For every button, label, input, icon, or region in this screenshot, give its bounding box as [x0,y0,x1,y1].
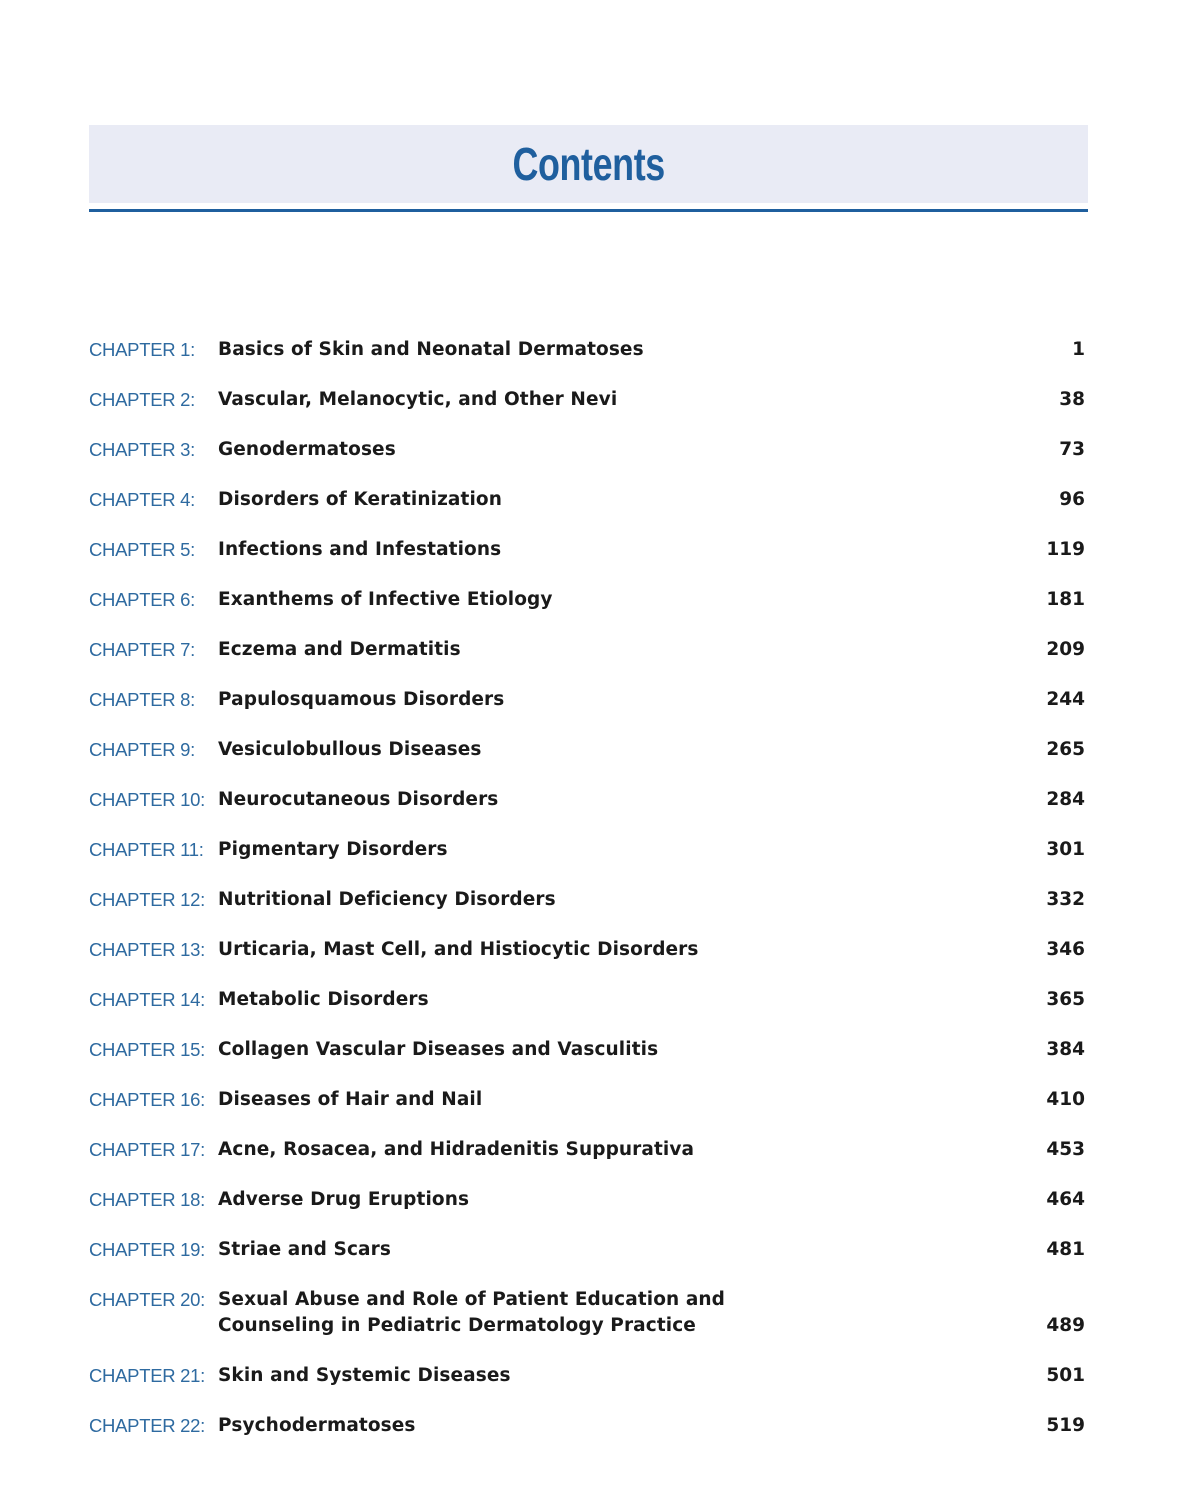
page-number: 464 [1046,1189,1085,1210]
chapter-title[interactable]: Papulosquamous Disorders [218,689,505,710]
chapter-number: CHAPTER 12: [89,889,205,910]
chapter-number: CHAPTER 19: [89,1239,205,1260]
page-number: 181 [1046,589,1085,610]
page-number: 119 [1046,539,1085,560]
chapter-title[interactable]: Psychodermatoses [218,1415,416,1436]
chapter-title[interactable]: Exanthems of Infective Etiology [218,589,553,610]
chapter-number: CHAPTER 6: [89,589,195,610]
chapter-title[interactable]: Striae and Scars [218,1239,391,1260]
chapter-title[interactable]: Disorders of Keratinization [218,489,502,510]
toc-entry[interactable] [89,387,1088,413]
chapter-title[interactable]: Neurocutaneous Disorders [218,789,499,810]
toc-entry[interactable] [89,637,1088,663]
contents-header [89,125,1088,203]
chapter-number: CHAPTER 15: [89,1039,205,1060]
chapter-title[interactable]: Vesiculobullous Diseases [218,739,482,760]
chapter-title[interactable]: Urticaria, Mast Cell, and Histiocytic Disorders [218,939,699,960]
chapter-number: CHAPTER 13: [89,939,205,960]
page-number: 38 [1059,389,1085,410]
chapter-title[interactable]: Infections and Infestations [218,539,502,560]
chapter-number: CHAPTER 18: [89,1189,205,1210]
page-number: 384 [1046,1039,1085,1060]
chapter-number: CHAPTER 21: [89,1365,205,1386]
page-number: 96 [1059,489,1085,510]
toc-entry[interactable] [89,687,1088,713]
page-number: 332 [1046,889,1085,910]
chapter-number: CHAPTER 9: [89,739,195,760]
toc-entry[interactable] [89,487,1088,513]
chapter-number: CHAPTER 7: [89,639,195,660]
chapter-number: CHAPTER 16: [89,1089,205,1110]
page-number: 489 [1046,1315,1085,1336]
toc-entry[interactable] [89,1187,1088,1213]
chapter-number: CHAPTER 17: [89,1139,205,1160]
toc-entry[interactable] [89,1363,1088,1389]
page-number: 453 [1046,1139,1085,1160]
chapter-title[interactable]: Acne, Rosacea, and Hidradenitis Suppurativa [218,1139,695,1160]
chapter-number: CHAPTER 14: [89,989,205,1010]
toc-entry[interactable] [89,837,1088,863]
page-number: 519 [1046,1415,1085,1436]
chapter-number: CHAPTER 20: [89,1289,205,1310]
toc-entry[interactable] [89,1413,1088,1439]
page-number: 209 [1046,639,1085,660]
chapter-title[interactable]: Metabolic Disorders [218,989,429,1010]
page-number: 73 [1059,439,1085,460]
chapter-number: CHAPTER 11: [89,839,204,860]
chapter-title[interactable]: Vascular, Melanocytic, and Other Nevi [218,389,618,410]
page-number: 410 [1046,1089,1085,1110]
page-number: 1 [1072,339,1085,360]
chapter-number: CHAPTER 5: [89,539,195,560]
page-number: 501 [1046,1365,1085,1386]
toc-entry[interactable] [89,987,1088,1013]
chapter-number: CHAPTER 8: [89,689,195,710]
toc-entry[interactable] [89,437,1088,463]
page-number: 301 [1046,839,1085,860]
page-number: 481 [1046,1239,1085,1260]
page-number: 346 [1046,939,1085,960]
chapter-number: CHAPTER 10: [89,789,205,810]
toc-entry[interactable] [89,787,1088,813]
toc-entry[interactable] [89,537,1088,563]
page-title: Contents [512,138,665,190]
toc-entry[interactable] [89,1137,1088,1163]
toc-entry[interactable] [89,1287,1088,1339]
chapter-title[interactable]: Nutritional Deficiency Disorders [218,889,556,910]
toc-entry[interactable] [89,587,1088,613]
chapter-title[interactable]: Sexual Abuse and Role of Patient Education and Counseling in Pediatric Dermatology Practice [218,1289,726,1336]
chapter-title[interactable]: Pigmentary Disorders [218,839,448,860]
page-number: 284 [1046,789,1085,810]
toc-entry[interactable] [89,1237,1088,1263]
page-number: 244 [1046,689,1085,710]
table-of-contents [89,337,1088,1463]
toc-entry[interactable] [89,337,1088,363]
page-number: 365 [1046,989,1085,1010]
chapter-number: CHAPTER 4: [89,489,195,510]
toc-entry[interactable] [89,1037,1088,1063]
toc-entry[interactable] [89,737,1088,763]
chapter-title[interactable]: Skin and Systemic Diseases [218,1365,511,1386]
header-divider [89,209,1088,212]
chapter-number: CHAPTER 1: [89,339,195,360]
chapter-title[interactable]: Adverse Drug Eruptions [218,1189,470,1210]
toc-entry[interactable] [89,1087,1088,1113]
chapter-number: CHAPTER 2: [89,389,195,410]
chapter-title[interactable]: Genodermatoses [218,439,396,460]
toc-entry[interactable] [89,937,1088,963]
toc-entry[interactable] [89,887,1088,913]
chapter-number: CHAPTER 3: [89,439,195,460]
page-number: 265 [1046,739,1085,760]
chapter-number: CHAPTER 22: [89,1415,205,1436]
chapter-title[interactable]: Eczema and Dermatitis [218,639,461,660]
chapter-title[interactable]: Basics of Skin and Neonatal Dermatoses [218,339,644,360]
chapter-title[interactable]: Diseases of Hair and Nail [218,1089,483,1110]
chapter-title[interactable]: Collagen Vascular Diseases and Vasculitis [218,1039,659,1060]
